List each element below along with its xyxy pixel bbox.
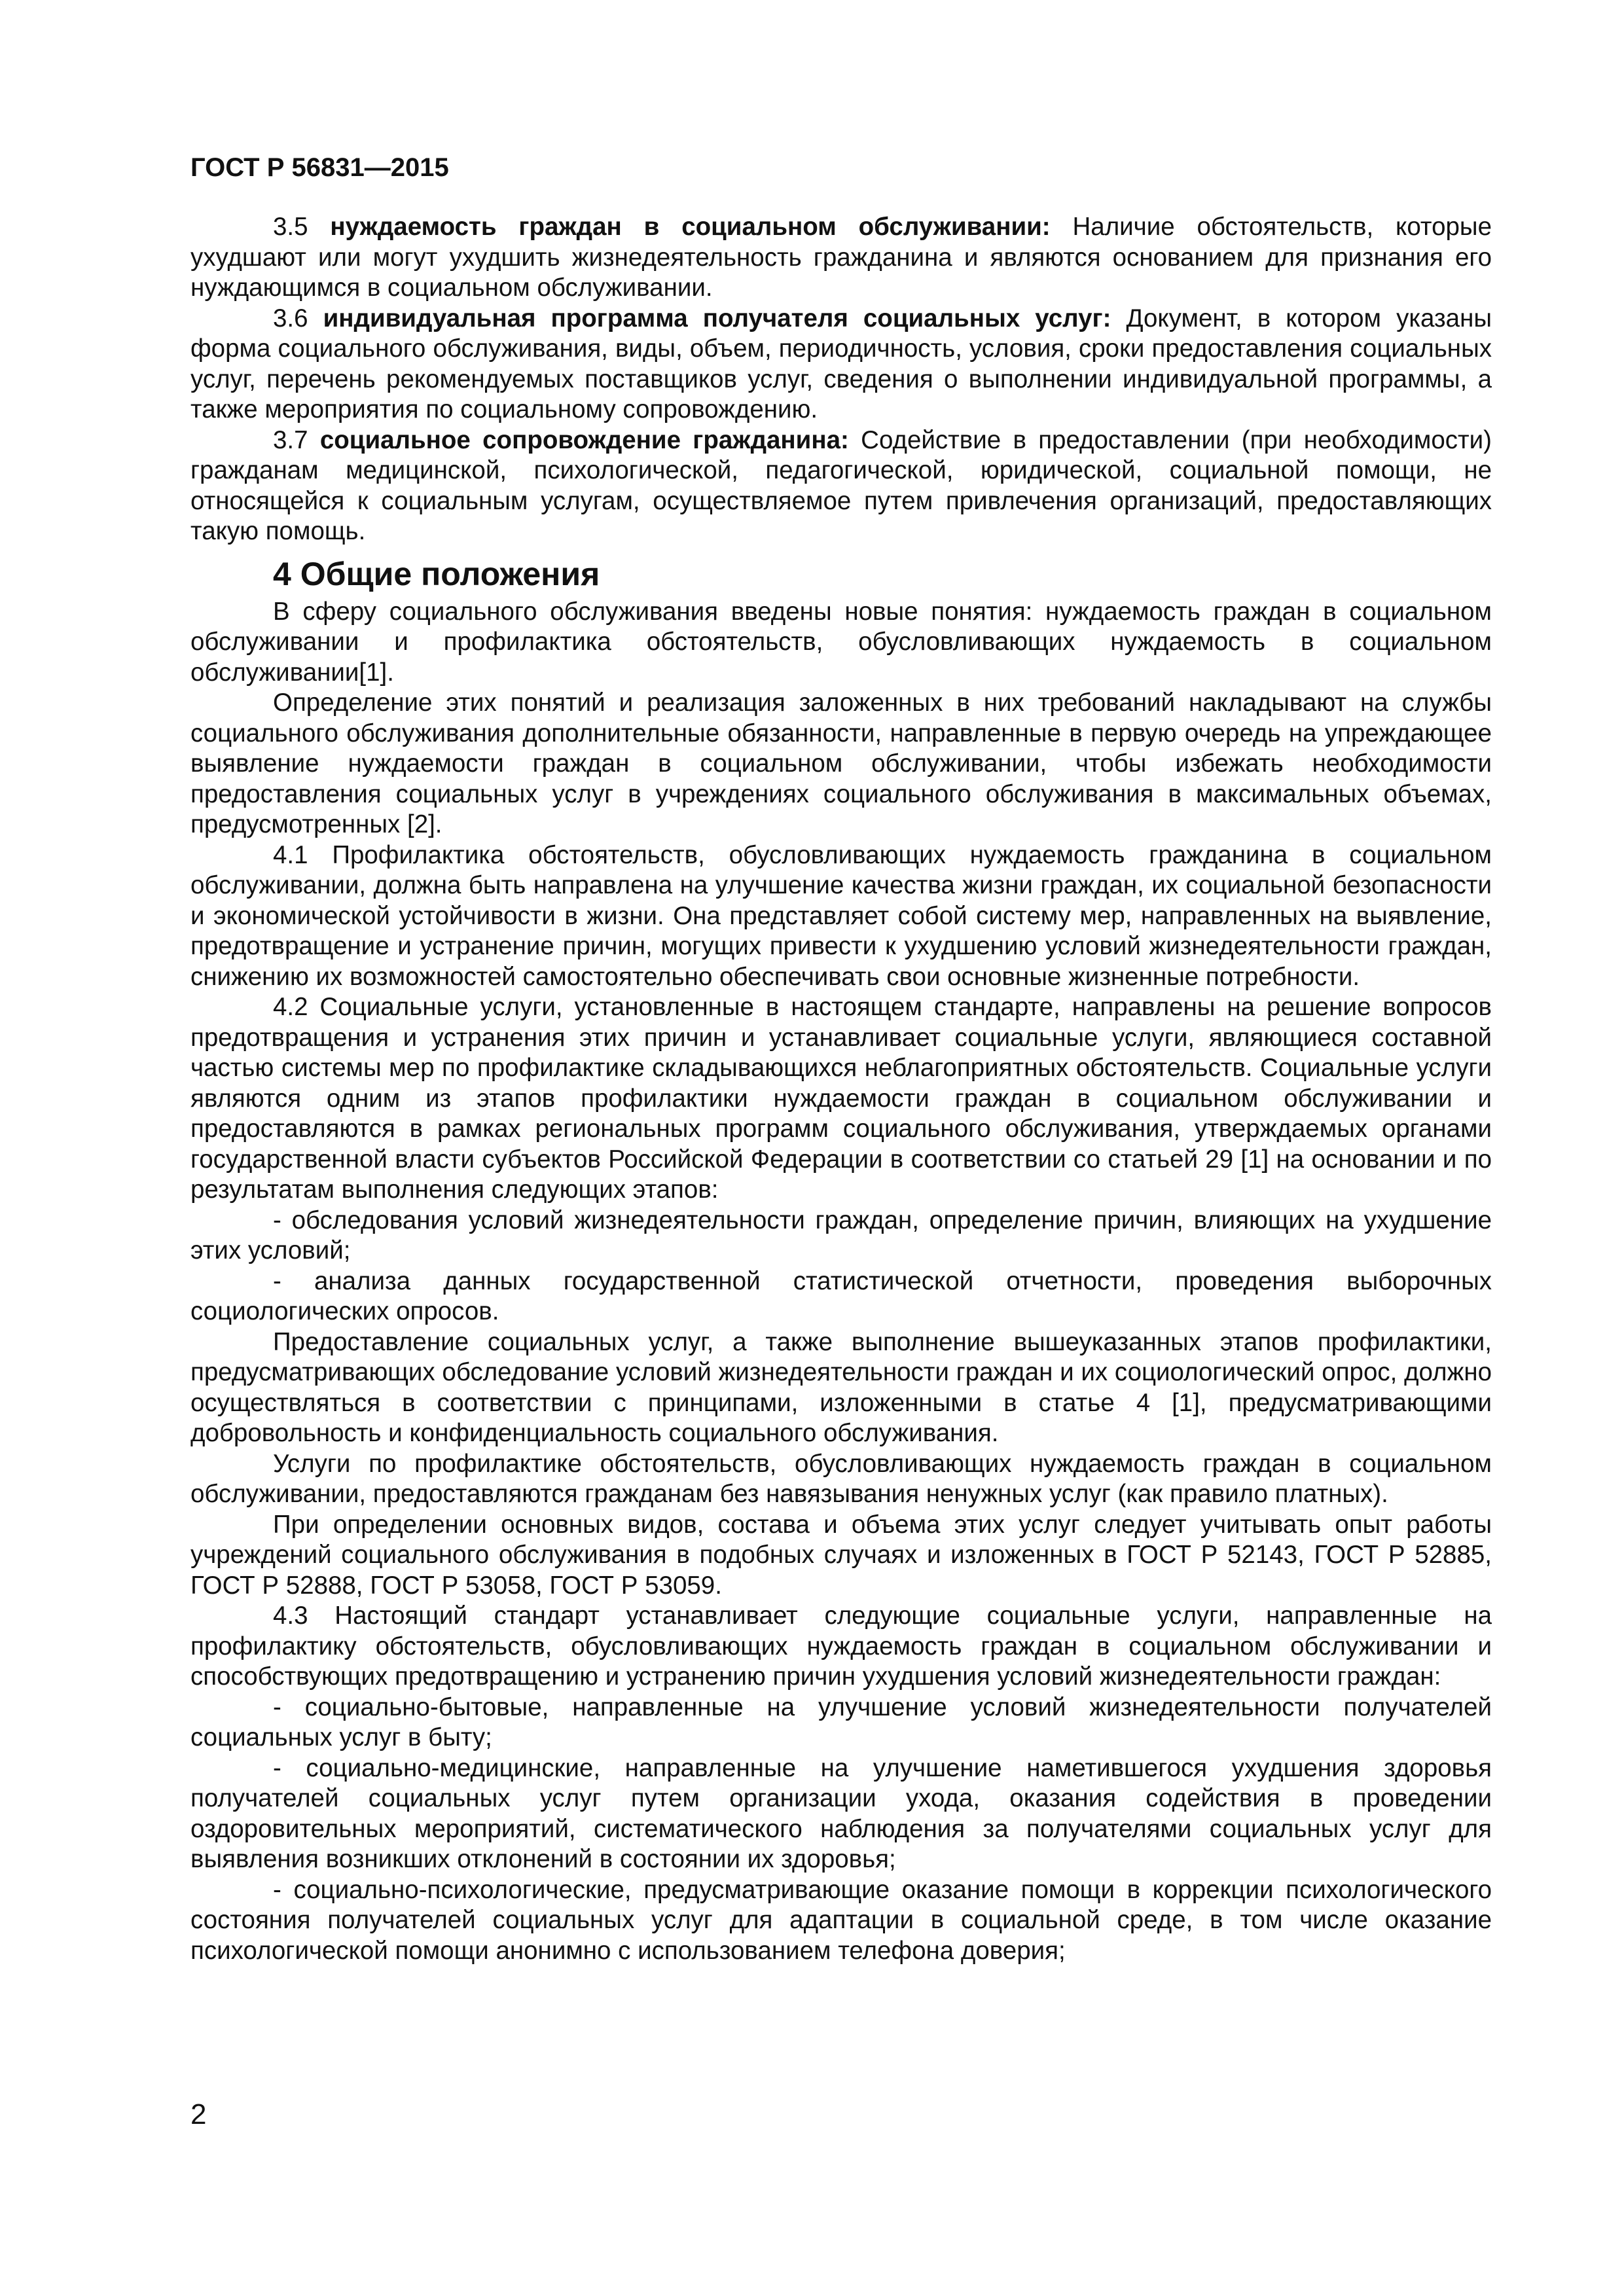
definition-term: индивидуальная программа получателя социальных услуг: xyxy=(323,304,1111,332)
list-item: - социально-бытовые, направленные на улучшение условий жизнедеятельности получателей социальных услуг в быту; xyxy=(190,1693,1492,1751)
definition-3-5 xyxy=(190,212,1492,304)
list-item: - социально-психологические, предусматривающие оказание помощи в коррекции психологического состояния получателей социальных услуг для адаптации в социальной среде, в том числе оказание психологической помощи анонимно с использованием телефона доверия; xyxy=(190,1875,1492,1965)
paragraph: При определении основных видов, состава и объема этих услуг следует учитывать опыт работы учреждений социального обслуживания в подобных случаях и изложенных в ГОСТ Р 52143, ГОСТ Р 52885, ГОСТ Р 52888, ГОСТ Р 53058, ГОСТ Р 53059. xyxy=(190,1510,1492,1600)
definition-text: Наличие обстоятельств, которые ухудшают или могут ухудшить жизнедеятельность гражданина и являются основанием для признания его нуждающимся в социальном обслуживании. xyxy=(190,213,1492,302)
page-number: 2 xyxy=(190,2098,207,2130)
definition-term: социальное сопровождение гражданина: xyxy=(319,425,849,454)
paragraph: Определение этих понятий и реализация заложенных в них требований накладывают на службы социального обслуживания дополнительные обязанности, направленные в первую очередь на упреждающее выявление нуждаемости граждан в социальном обслуживании, чтобы избежать необходимости предоставления социальных услуг в учреждениях социального обслуживания в максимальных объемах, предусмотренных [2]. xyxy=(190,689,1492,838)
list-item: - анализа данных государственной статистической отчетности, проведения выборочных социологических опросов. xyxy=(190,1266,1492,1325)
paragraph: Услуги по профилактике обстоятельств, обусловливающих нуждаемость граждан в социальном обслуживании, предоставляются гражданам без навязывания ненужных услуг (как правило платных). xyxy=(190,1449,1492,1508)
paragraph: Предоставление социальных услуг, а также выполнение вышеуказанных этапов профилактики, предусматривающих обследование условий жизнедеятельности граждан и их социологический опрос, должно осуществляться в соответствии с принципами, изложенными в статье 4 [1], предусматривающими добровольность и конфиденциальность социального обслуживания. xyxy=(190,1327,1492,1447)
definition-3-7 xyxy=(190,425,1492,547)
definition-number: 3.7 xyxy=(273,425,308,454)
section-title: 4 Общие положения xyxy=(273,555,600,592)
definition-number: 3.5 xyxy=(273,213,308,241)
definition-term: нуждаемость граждан в социальном обслуживании: xyxy=(330,213,1051,241)
definition-3-6 xyxy=(190,304,1492,425)
document-body xyxy=(190,212,1492,1966)
list-item: - социально-медицинские, направленные на улучшение наметившегося ухудшения здоровья получателей социальных услуг путем организации ухода, оказания содействия в проведении оздоровительных мероприятий, систематического наблюдения за получателями социальных услуг для выявления возникших отклонений в состоянии их здоровья; xyxy=(190,1753,1492,1873)
list-item: - обследования условий жизнедеятельности граждан, определение причин, влияющих на ухудшение этих условий; xyxy=(190,1206,1492,1265)
paragraph-4-1: 4.1 Профилактика обстоятельств, обусловливающих нуждаемость гражданина в социальном обслуживании, должна быть направлена на улучшение качества жизни граждан, их социальной безопасности и экономической устойчивости в жизни. Она представляет собой систему мер, направленных на выявление, предотвращение и устранение причин, могущих привести к ухудшению условий жизнедеятельности граждан, снижению их возможностей самостоятельно обеспечивать свои основные жизненные потребности. xyxy=(190,840,1492,991)
paragraph-4-2: 4.2 Социальные услуги, установленные в настоящем стандарте, направлены на решение вопросов предотвращения и устранения этих причин и устанавливает социальные услуги, являющиеся составной частью системы мер по профилактике складывающихся неблагоприятных обстоятельств. Социальные услуги являются одним из этапов профилактики нуждаемости граждан в социальном обслуживании и предоставляются в рамках региональных программ социального обслуживания, утверждаемых органами государственной власти субъектов Российской Федерации в соответствии со статьей 29 [1] на основании и по результатам выполнения следующих этапов: xyxy=(190,993,1492,1204)
document-code-header: ГОСТ Р 56831—2015 xyxy=(190,153,449,182)
definition-text: Содействие в предоставлении (при необходимости) гражданам медицинской, психологической, педагогической, юридической, социальной помощи, не относящейся к социальным услугам, осуществляемое путем привлечения организаций, предоставляющих такую помощь. xyxy=(190,425,1492,545)
paragraph-4-3: 4.3 Настоящий стандарт устанавливает следующие социальные услуги, направленные на профилактику обстоятельств, обусловливающих нуждаемость граждан в социальном обслуживании и способствующих предотвращению и устранению причин ухудшения условий жизнедеятельности граждан: xyxy=(190,1602,1492,1691)
paragraph: В сферу социального обслуживания введены новые понятия: нуждаемость граждан в социальном обслуживании и профилактика обстоятельств, обусловливающих нуждаемость в социальном обслуживании[1]. xyxy=(190,597,1492,687)
definition-number: 3.6 xyxy=(273,304,308,332)
definition-text: Документ, в котором указаны форма социального обслуживания, виды, объем, периодичность, условия, сроки предоставления социальных услуг, перечень рекомендуемых поставщиков услуг, сведения о выполнении индивидуальной программы, а также мероприятия по социальному сопровождению. xyxy=(190,304,1492,423)
